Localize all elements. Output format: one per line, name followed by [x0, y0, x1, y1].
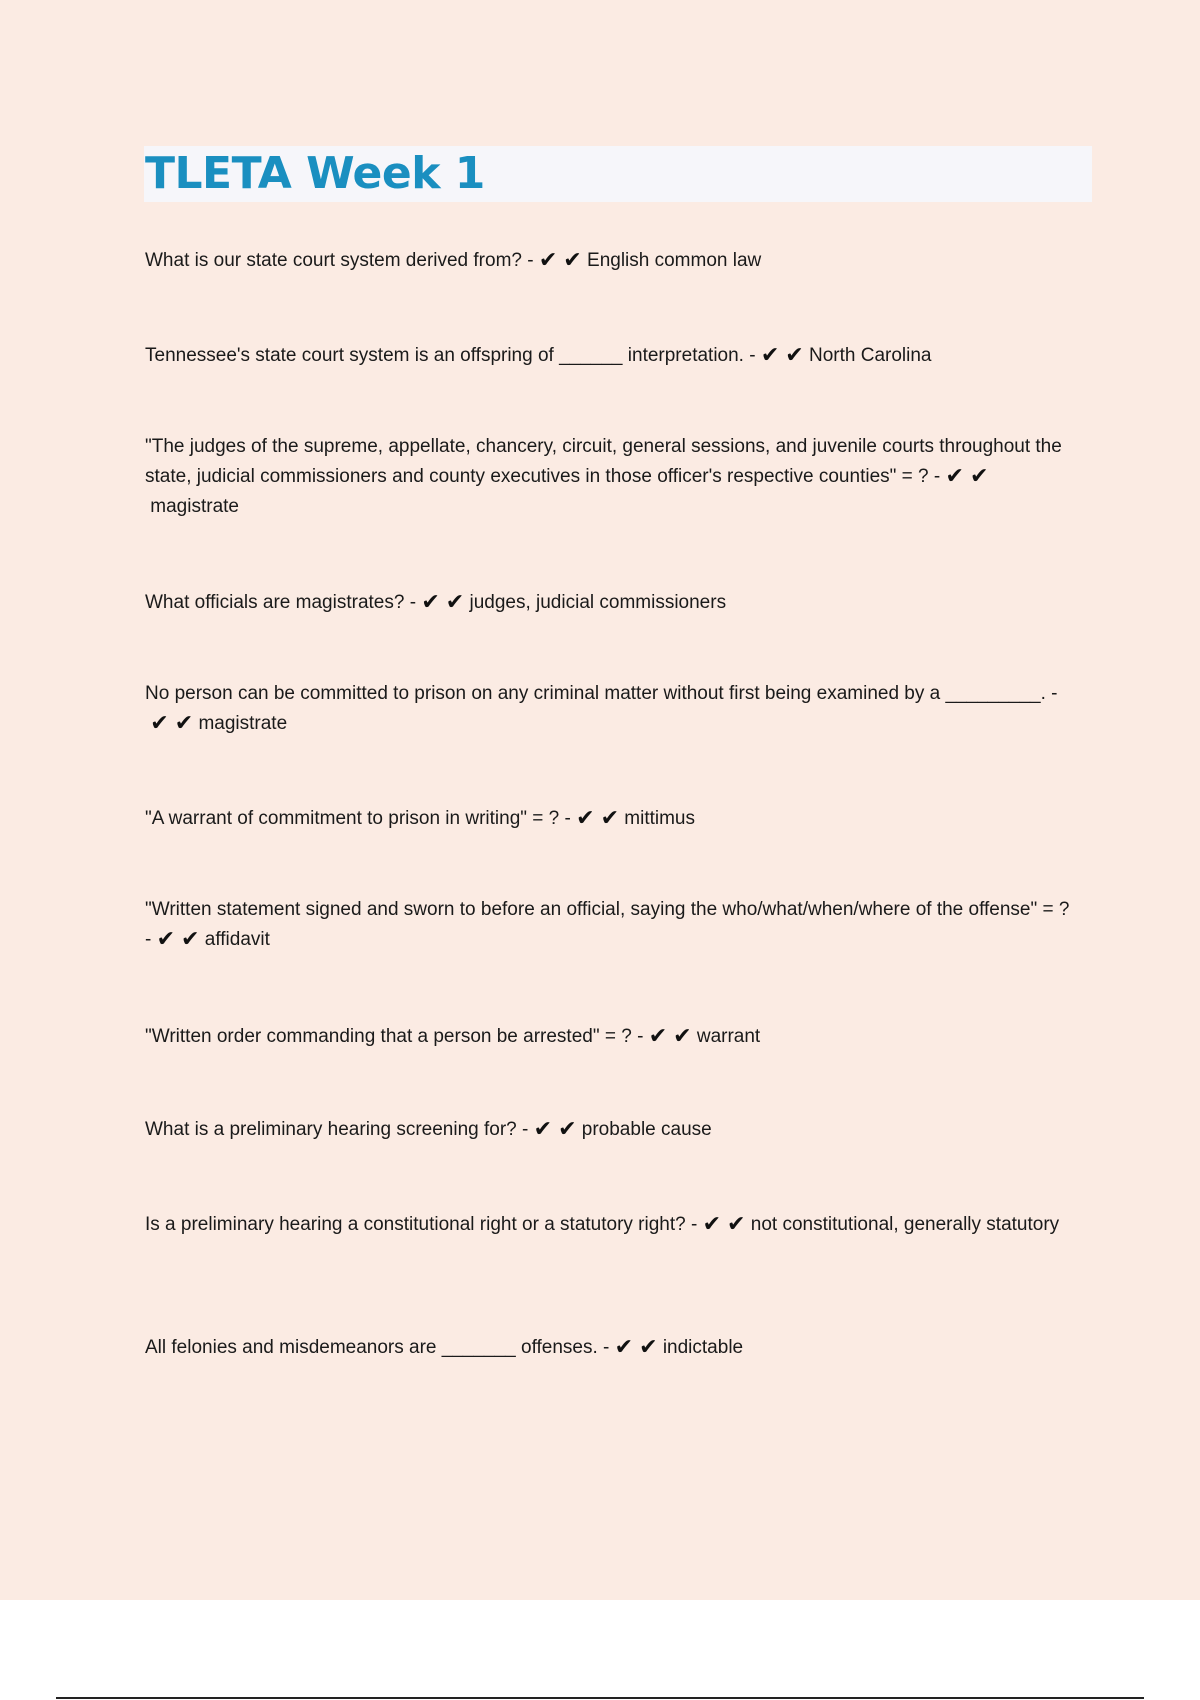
- question-text: What officials are magistrates? -: [145, 592, 417, 613]
- check-icon: ✔: [673, 1024, 692, 1049]
- question-text: What is a preliminary hearing screening for? -: [145, 1119, 529, 1140]
- check-icon: ✔: [538, 248, 558, 273]
- check-icon: ✔: [421, 590, 440, 615]
- answer-text: magistrate: [150, 496, 239, 517]
- qa-item-11: [145, 1333, 1075, 1363]
- footer-divider: [56, 1697, 1144, 1699]
- check-icon: ✔: [445, 590, 465, 615]
- question-text: What is our state court system derived from? -: [145, 250, 534, 271]
- question-text: Is a preliminary hearing a constitutional right or a statutory right? -: [145, 1214, 698, 1235]
- qa-item-2: [145, 341, 1075, 371]
- check-icon: ✔: [648, 1024, 668, 1049]
- check-icon: ✔: [760, 343, 780, 368]
- check-icon: ✔: [969, 464, 989, 489]
- check-icon: ✔: [945, 464, 964, 489]
- question-text: All felonies and misdemeanors are _______ offenses. -: [145, 1337, 610, 1358]
- check-icon: ✔: [639, 1335, 658, 1360]
- qa-item-6: [145, 804, 1075, 834]
- question-text: "Written order commanding that a person be arrested" = ? -: [145, 1026, 644, 1047]
- answer-text: North Carolina: [809, 345, 932, 366]
- question-text: No person can be committed to prison on any criminal matter without first being examined by a _________. -: [145, 683, 1058, 704]
- qa-item-4: [145, 588, 1075, 618]
- qa-item-5: [145, 679, 1075, 739]
- check-icon: ✔: [600, 806, 619, 831]
- answer-text: judges, judicial commissioners: [469, 592, 727, 613]
- check-icon: ✔: [727, 1212, 746, 1237]
- qa-item-1: [145, 246, 1075, 276]
- question-text: "The judges of the supreme, appellate, chancery, circuit, general sessions, and juvenile courts throughout the state, judicial commissioners and county executives in those officer's respective counties" = ? -: [145, 436, 1062, 487]
- qa-item-10: [145, 1210, 1075, 1240]
- question-text: "Written statement signed and sworn to before an official, saying the who/what/when/where of the offense" = ? -: [145, 899, 1070, 950]
- qa-item-3: [145, 432, 1075, 522]
- check-icon: ✔: [533, 1117, 553, 1142]
- check-icon: ✔: [563, 248, 582, 273]
- qa-item-8: [145, 1022, 1075, 1052]
- answer-text: not constitutional, generally statutory: [750, 1214, 1060, 1235]
- answer-text: affidavit: [204, 929, 270, 950]
- qa-item-7: [145, 895, 1075, 955]
- check-icon: ✔: [785, 343, 804, 368]
- check-icon: ✔: [702, 1212, 722, 1237]
- answer-text: probable cause: [581, 1119, 712, 1140]
- answer-text: mittimus: [624, 808, 696, 829]
- check-icon: ✔: [614, 1335, 634, 1360]
- qa-item-9: [145, 1115, 1075, 1145]
- document-title: TLETA Week 1: [145, 148, 485, 199]
- check-icon: ✔: [558, 1117, 577, 1142]
- answer-text: English common law: [587, 250, 762, 271]
- question-text: "A warrant of commitment to prison in writing" = ? -: [145, 808, 571, 829]
- question-text: Tennessee's state court system is an offspring of ______ interpretation. -: [145, 345, 756, 366]
- check-icon: ✔: [156, 927, 176, 952]
- check-icon: ✔: [181, 927, 200, 952]
- answer-text: magistrate: [198, 713, 288, 734]
- check-icon: ✔: [576, 806, 595, 831]
- check-icon: ✔: [174, 711, 194, 736]
- answer-text: indictable: [662, 1337, 744, 1358]
- check-icon: ✔: [150, 711, 169, 736]
- answer-text: warrant: [696, 1026, 761, 1047]
